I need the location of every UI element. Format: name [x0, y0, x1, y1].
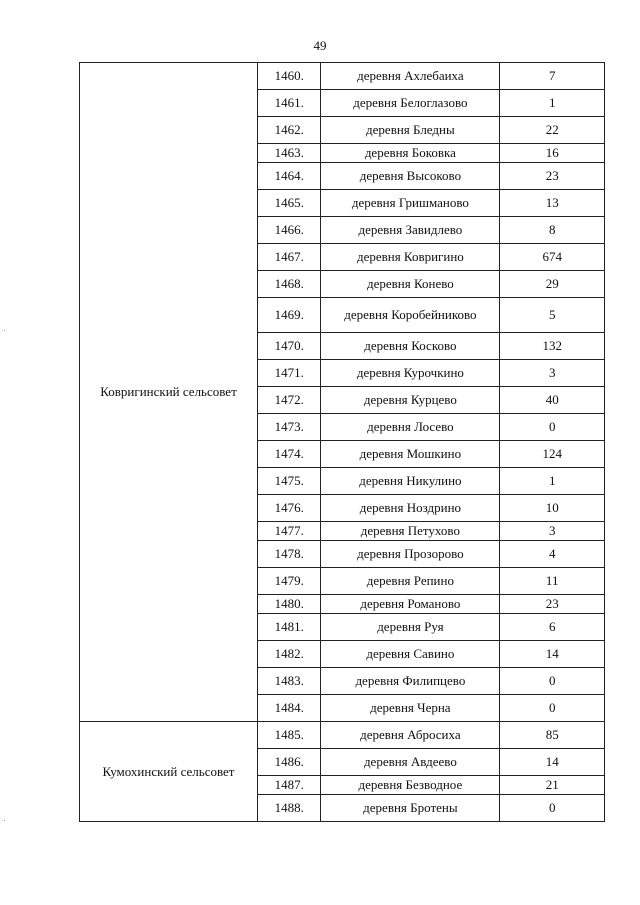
population-count: 0	[500, 668, 605, 695]
population-count: 23	[500, 163, 605, 190]
row-number: 1487.	[258, 776, 321, 795]
row-number: 1475.	[258, 468, 321, 495]
population-count: 1	[500, 90, 605, 117]
row-number: 1486.	[258, 749, 321, 776]
population-count: 132	[500, 333, 605, 360]
row-number: 1464.	[258, 163, 321, 190]
council-name: Кумохинский сельсовет	[102, 763, 235, 779]
population-count: 6	[500, 614, 605, 641]
row-number: 1469.	[258, 298, 321, 333]
settlement-name: деревня Бротены	[321, 795, 500, 822]
population-count: 124	[500, 441, 605, 468]
row-number: 1479.	[258, 568, 321, 595]
population-count: 23	[500, 595, 605, 614]
population-count: 22	[500, 117, 605, 144]
row-number: 1478.	[258, 541, 321, 568]
population-count: 0	[500, 414, 605, 441]
settlement-name: деревня Черна	[321, 695, 500, 722]
settlement-name: деревня Белоглазово	[321, 90, 500, 117]
settlement-name: деревня Мошкино	[321, 441, 500, 468]
population-count: 29	[500, 271, 605, 298]
settlement-name: деревня Боковка	[321, 144, 500, 163]
row-number: 1484.	[258, 695, 321, 722]
settlement-name: деревня Бледны	[321, 117, 500, 144]
row-number: 1461.	[258, 90, 321, 117]
settlements-table-body	[80, 63, 605, 822]
page-number: 49	[313, 38, 327, 53]
settlement-name: деревня Конево	[321, 271, 500, 298]
settlement-name: деревня Завидлево	[321, 217, 500, 244]
population-count: 8	[500, 217, 605, 244]
settlement-name: деревня Прозорово	[321, 541, 500, 568]
row-number: 1467.	[258, 244, 321, 271]
settlement-name: деревня Репино	[321, 568, 500, 595]
settlement-name: деревня Абросиха	[321, 722, 500, 749]
settlement-name: деревня Высоково	[321, 163, 500, 190]
population-count: 13	[500, 190, 605, 217]
settlements-table	[79, 62, 605, 822]
population-count: 10	[500, 495, 605, 522]
population-count: 0	[500, 795, 605, 822]
settlement-name: деревня Ноздрино	[321, 495, 500, 522]
table-row	[80, 722, 605, 749]
council-name: Ковригинский сельсовет	[100, 384, 237, 399]
settlement-name: деревня Савино	[321, 641, 500, 668]
scan-mark	[4, 820, 5, 821]
row-number: 1468.	[258, 271, 321, 298]
row-number: 1483.	[258, 668, 321, 695]
settlement-name: деревня Авдеево	[321, 749, 500, 776]
row-number: 1480.	[258, 595, 321, 614]
row-number: 1463.	[258, 144, 321, 163]
population-count: 7	[500, 63, 605, 90]
population-count: 14	[500, 641, 605, 668]
population-count: 1	[500, 468, 605, 495]
settlement-name: деревня Ковригино	[321, 244, 500, 271]
table-row	[80, 63, 605, 90]
row-number: 1488.	[258, 795, 321, 822]
settlement-name: деревня Никулино	[321, 468, 500, 495]
settlement-name: деревня Петухово	[321, 522, 500, 541]
row-number: 1471.	[258, 360, 321, 387]
row-number: 1477.	[258, 522, 321, 541]
population-count: 0	[500, 695, 605, 722]
row-number: 1472.	[258, 387, 321, 414]
settlement-name: деревня Коробейниково	[321, 298, 500, 333]
council-cell	[80, 63, 258, 722]
population-count: 16	[500, 144, 605, 163]
population-count: 40	[500, 387, 605, 414]
row-number: 1485.	[258, 722, 321, 749]
settlement-name: деревня Безводное	[321, 776, 500, 795]
settlement-name: деревня Ахлебаиха	[321, 63, 500, 90]
row-number: 1474.	[258, 441, 321, 468]
settlement-name: деревня Косково	[321, 333, 500, 360]
settlement-name: деревня Лосево	[321, 414, 500, 441]
population-count: 674	[500, 244, 605, 271]
row-number: 1465.	[258, 190, 321, 217]
population-count: 3	[500, 522, 605, 541]
population-count: 5	[500, 298, 605, 333]
row-number: 1466.	[258, 217, 321, 244]
population-count: 21	[500, 776, 605, 795]
row-number: 1481.	[258, 614, 321, 641]
scan-mark	[4, 330, 5, 331]
row-number: 1476.	[258, 495, 321, 522]
settlement-name: деревня Курочкино	[321, 360, 500, 387]
settlement-name: деревня Курцево	[321, 387, 500, 414]
row-number: 1462.	[258, 117, 321, 144]
population-count: 14	[500, 749, 605, 776]
population-count: 4	[500, 541, 605, 568]
population-count: 85	[500, 722, 605, 749]
population-count: 3	[500, 360, 605, 387]
population-count: 11	[500, 568, 605, 595]
row-number: 1482.	[258, 641, 321, 668]
settlement-name: деревня Романово	[321, 595, 500, 614]
settlement-name: деревня Гришманово	[321, 190, 500, 217]
row-number: 1473.	[258, 414, 321, 441]
row-number: 1460.	[258, 63, 321, 90]
settlement-name: деревня Руя	[321, 614, 500, 641]
row-number: 1470.	[258, 333, 321, 360]
council-cell	[80, 722, 258, 822]
settlement-name: деревня Филипцево	[321, 668, 500, 695]
